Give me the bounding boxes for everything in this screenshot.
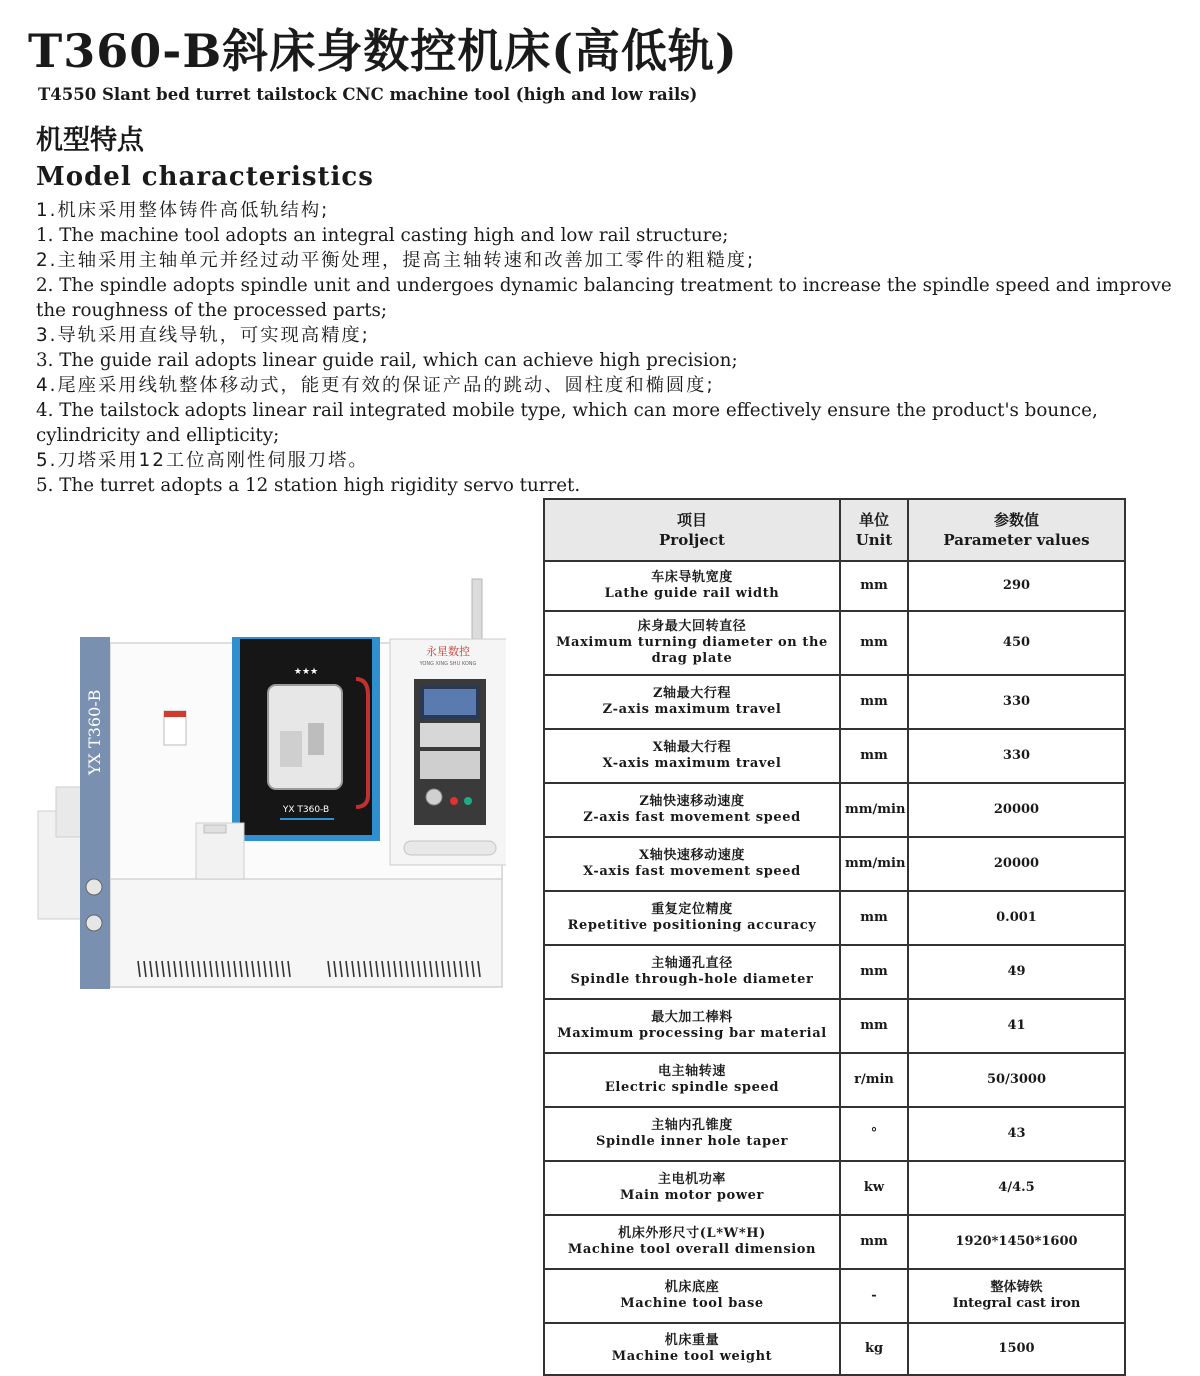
signal-tower: [472, 579, 482, 647]
feature-text-cn: 2.主轴采用主轴单元并经过动平衡处理，提高主轴转速和改善加工零件的粗糙度;: [36, 250, 756, 271]
pressure-gauge-icon: [86, 915, 102, 931]
item-name-cn: 机床底座: [664, 1280, 720, 1295]
item-name-cn: 电主轴转速: [657, 1064, 726, 1079]
page-title: T360-B斜床身数控机床(高低轨): [28, 24, 738, 78]
feature-text-cn: 3.导轨采用直线导轨，可实现高精度;: [36, 325, 370, 346]
cell-item: [544, 1215, 840, 1269]
value-text: 330: [1002, 694, 1031, 709]
table-row: [544, 945, 1125, 999]
cell-unit: kg: [840, 1323, 908, 1375]
cell-value: [908, 675, 1125, 729]
table-row: [544, 1323, 1125, 1375]
door-window: [268, 685, 342, 789]
cell-unit: mm/min: [840, 783, 908, 837]
cell-item: [544, 1053, 840, 1107]
cell-item: [544, 945, 840, 999]
item-name-en: X-axis maximum travel: [602, 756, 782, 771]
item-name-cn: 主电机功率: [657, 1172, 726, 1187]
cell-item: [544, 783, 840, 837]
cell-value: [908, 1053, 1125, 1107]
cell-unit: mm: [840, 675, 908, 729]
item-name-cn: 主轴通孔直径: [651, 956, 733, 971]
cnc-keypad: [420, 723, 480, 747]
cell-item: [544, 1107, 840, 1161]
feature-text-cn: 5.刀塔采用12工位高刚性伺服刀塔。: [36, 450, 369, 471]
item-name-cn: 机床重量: [664, 1333, 720, 1348]
item-name-en: Lathe guide rail width: [604, 586, 780, 601]
value-text: 41: [1007, 1018, 1026, 1033]
feature-item: [36, 448, 1186, 498]
table-row: [544, 611, 1125, 675]
value-text: 43: [1007, 1126, 1026, 1141]
feature-text-en: 3. The guide rail adopts linear guide rail, which can achieve high precision;: [36, 350, 738, 371]
feature-item: [36, 198, 1186, 248]
cell-item: [544, 891, 840, 945]
feature-list: [36, 198, 1186, 498]
item-name-en: Machine tool base: [620, 1296, 764, 1311]
cell-value: [908, 891, 1125, 945]
door-stars: ★★★: [293, 667, 319, 677]
item-name-en: Machine tool weight: [611, 1349, 773, 1364]
header-parameter-values: 参数值 Parameter values: [908, 499, 1125, 561]
table-row: [544, 783, 1125, 837]
item-name-en: Maximum processing bar material: [557, 1026, 827, 1041]
brand-name-en: YONG XING SHU KONG: [419, 661, 477, 667]
door-model-label: YX T360-B: [282, 805, 330, 815]
table-row: [544, 561, 1125, 611]
value-text: 1500: [998, 1341, 1035, 1356]
cell-unit: mm: [840, 729, 908, 783]
feature-text-en: 4. The tailstock adopts linear rail integrated mobile type, which can more effectively ensure the product's bounce, cylindricity and ellipticity;: [36, 400, 1098, 446]
value-text: 20000: [993, 856, 1040, 871]
cell-unit: mm: [840, 999, 908, 1053]
cell-item: [544, 675, 840, 729]
cell-unit: -: [840, 1269, 908, 1323]
cell-unit: °: [840, 1107, 908, 1161]
value-text: 整体铸铁: [990, 1280, 1043, 1295]
cell-value: [908, 611, 1125, 675]
cell-item: [544, 561, 840, 611]
value-text: 50/3000: [986, 1072, 1047, 1087]
item-name-cn: X轴最大行程: [652, 740, 732, 755]
machine-illustration: [36, 575, 506, 995]
header-unit: 单位 Unit: [840, 499, 908, 561]
handwheel-icon: [426, 789, 442, 805]
table-header-row: [544, 499, 1125, 561]
cell-unit: kw: [840, 1161, 908, 1215]
feature-text-en: 1. The machine tool adopts an integral casting high and low rail structure;: [36, 225, 729, 246]
item-name-en: Z-axis maximum travel: [602, 702, 782, 717]
pressure-gauge-icon: [86, 879, 102, 895]
section-heading-en: Model characteristics: [36, 162, 374, 192]
cell-unit: mm: [840, 945, 908, 999]
table-row: [544, 837, 1125, 891]
cell-value: [908, 729, 1125, 783]
section-heading-cn: 机型特点: [36, 125, 144, 156]
item-name-en: Spindle through-hole diameter: [570, 972, 814, 987]
cell-value: [908, 561, 1125, 611]
feature-item: [36, 373, 1186, 448]
cell-value: [908, 1161, 1125, 1215]
table-row: [544, 1269, 1125, 1323]
item-name-en: Repetitive positioning accuracy: [567, 918, 817, 933]
feature-item: [36, 323, 1186, 373]
item-name-cn: 床身最大回转直径: [637, 619, 747, 634]
value-text: 20000: [993, 802, 1040, 817]
item-name-cn: 最大加工棒料: [651, 1010, 733, 1025]
cell-value: [908, 1215, 1125, 1269]
item-name-en: Z-axis fast movement speed: [583, 810, 801, 825]
cell-value: [908, 837, 1125, 891]
table-row: [544, 1053, 1125, 1107]
cell-value: [908, 1269, 1125, 1323]
cell-value: [908, 999, 1125, 1053]
value-text: 1920*1450*1600: [955, 1234, 1078, 1249]
cell-item: [544, 729, 840, 783]
cell-unit: r/min: [840, 1053, 908, 1107]
item-name-cn: Z轴最大行程: [652, 686, 732, 701]
item-name-cn: 机床外形尺寸(L*W*H): [618, 1226, 766, 1241]
value-text: 4/4.5: [998, 1180, 1035, 1195]
cell-item: [544, 837, 840, 891]
item-name-en: Maximum turning diameter on the drag plate: [556, 635, 828, 666]
machine-side-label: YX T360-B: [85, 689, 104, 775]
cell-unit: mm: [840, 1215, 908, 1269]
item-name-en: X-axis fast movement speed: [583, 864, 801, 879]
value-text: 0.001: [996, 910, 1037, 925]
table-row: [544, 675, 1125, 729]
value-text: 290: [1002, 578, 1031, 593]
cell-item: [544, 611, 840, 675]
header-project: 项目 Prolject: [544, 499, 840, 561]
table-row: [544, 1107, 1125, 1161]
feature-text-en: 5. The turret adopts a 12 station high rigidity servo turret.: [36, 475, 581, 496]
table-row: [544, 1215, 1125, 1269]
feature-item: [36, 248, 1186, 323]
item-name-cn: X轴快速移动速度: [639, 848, 745, 863]
brand-name-cn: 永星数控: [426, 645, 470, 658]
cell-unit: mm/min: [840, 837, 908, 891]
item-name-cn: 车床导轨宽度: [651, 570, 733, 585]
value-text-en: Integral cast iron: [952, 1296, 1081, 1311]
table-row: [544, 891, 1125, 945]
feature-text-en: 2. The spindle adopts spindle unit and undergoes dynamic balancing treatment to increase the spindle speed and improve the roughness of the processed parts;: [36, 275, 1172, 321]
value-text: 49: [1007, 964, 1026, 979]
item-name-en: Main motor power: [620, 1188, 764, 1203]
spec-table: [543, 498, 1126, 1376]
table-row: [544, 1161, 1125, 1215]
page-subtitle: T4550 Slant bed turret tailstock CNC machine tool (high and low rails): [38, 85, 698, 104]
cell-value: [908, 783, 1125, 837]
item-name-cn: Z轴快速移动速度: [639, 794, 745, 809]
cell-unit: mm: [840, 891, 908, 945]
feature-text-cn: 4.尾座采用线轨整体移动式，能更有效的保证产品的跳动、圆柱度和椭圆度;: [36, 375, 715, 396]
cell-item: [544, 1323, 840, 1375]
item-name-en: Spindle inner hole taper: [595, 1134, 789, 1149]
value-text: 450: [1002, 635, 1031, 650]
item-name-cn: 重复定位精度: [651, 902, 733, 917]
item-name-en: Electric spindle speed: [604, 1080, 780, 1095]
item-name-en: Machine tool overall dimension: [567, 1242, 817, 1257]
item-name-cn: 主轴内孔锥度: [651, 1118, 733, 1133]
value-text: 330: [1002, 748, 1031, 763]
cell-item: [544, 1269, 840, 1323]
table-row: [544, 999, 1125, 1053]
table-row: [544, 729, 1125, 783]
cell-unit: mm: [840, 611, 908, 675]
cell-unit: mm: [840, 561, 908, 611]
cell-item: [544, 1161, 840, 1215]
feature-text-cn: 1.机床采用整体铸件高低轨结构;: [36, 200, 330, 221]
cell-value: [908, 1107, 1125, 1161]
cell-value: [908, 1323, 1125, 1375]
cell-item: [544, 999, 840, 1053]
cell-value: [908, 945, 1125, 999]
